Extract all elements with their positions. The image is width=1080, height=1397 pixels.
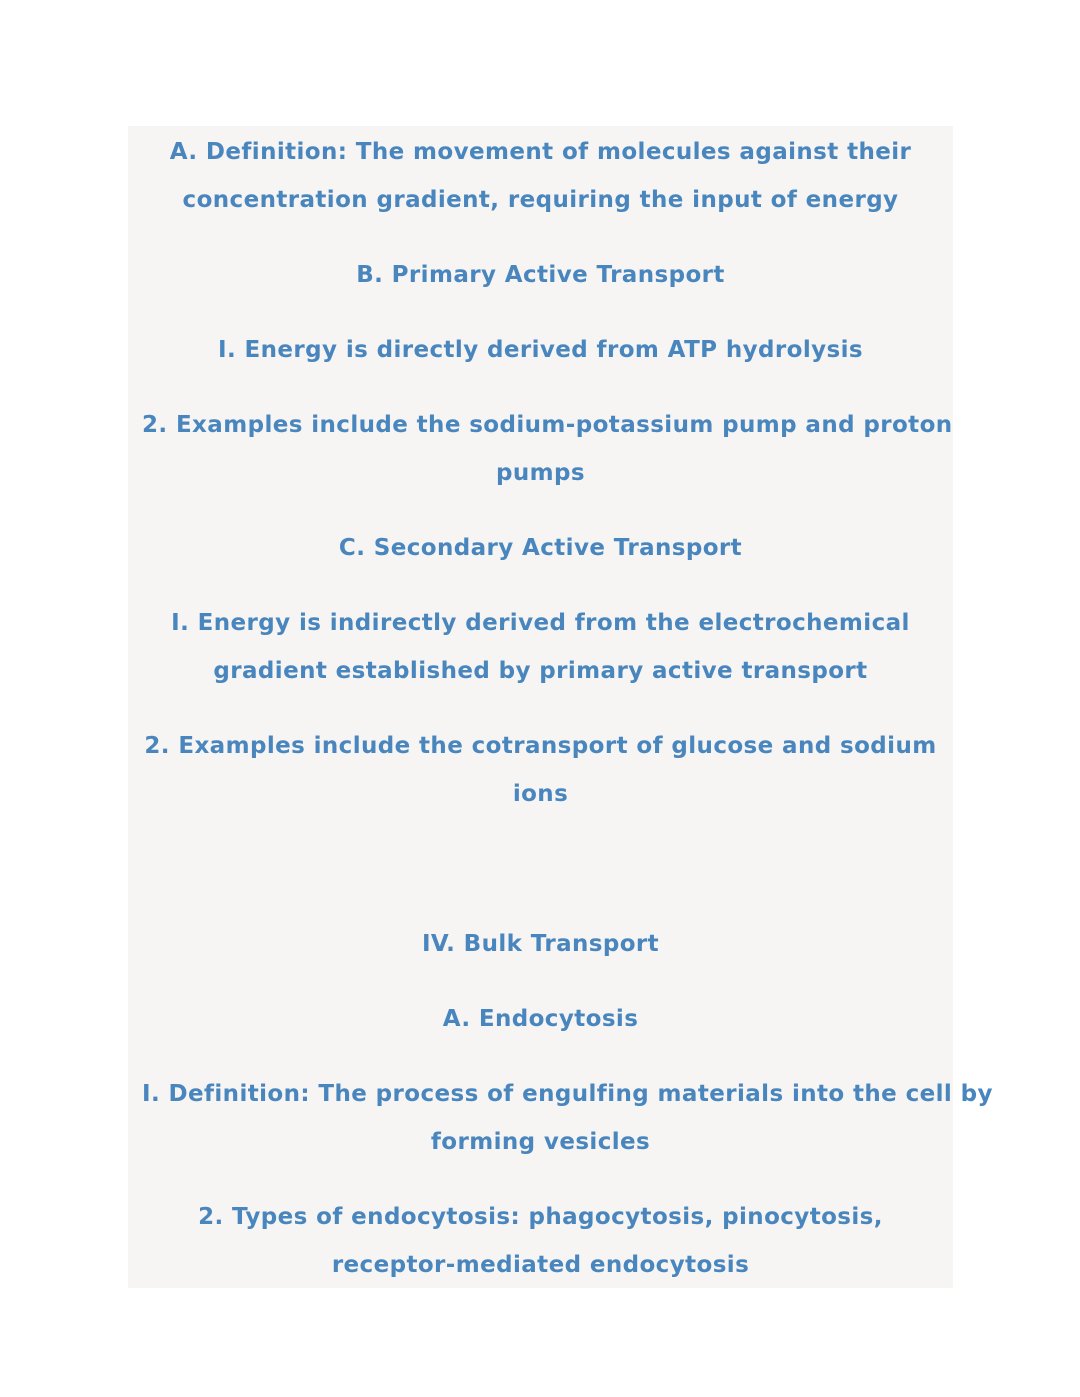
outline-item [142, 524, 939, 572]
outline-item [142, 1193, 939, 1289]
outline-line: B. Primary Active Transport [356, 262, 725, 288]
outline-line: 2. Types of endocytosis: phagocytosis, pinocytosis, [198, 1204, 883, 1230]
outline-line: 2. Examples include the sodium-potassium pump and proton [142, 412, 953, 438]
outline-item [142, 401, 953, 497]
outline-line: pumps [496, 460, 585, 486]
outline-line: concentration gradient, requiring the input of energy [182, 187, 899, 213]
outline-line: A. Definition: The movement of molecules against their [169, 139, 912, 165]
paragraph-spacer [142, 845, 939, 893]
outline-line: gradient established by primary active transport [213, 658, 868, 684]
outline-item [142, 326, 939, 374]
outline-line: I. Energy is indirectly derived from the electrochemical [171, 610, 910, 636]
outline-line: I. Definition: The process of engulfing materials into the cell by [142, 1081, 993, 1107]
outline-line: 2. Examples include the cotransport of glucose and sodium [144, 733, 937, 759]
outline-item [142, 1070, 993, 1166]
outline-line: IV. Bulk Transport [421, 931, 660, 957]
outline-line: I. Energy is directly derived from ATP hydrolysis [218, 337, 863, 363]
outline-item [142, 251, 939, 299]
outline-item [142, 722, 939, 818]
outline-item [142, 128, 939, 224]
outline-line: A. Endocytosis [442, 1006, 639, 1032]
outline-item [142, 995, 939, 1043]
notes-panel [128, 126, 993, 1288]
outline-line: receptor-mediated endocytosis [331, 1252, 750, 1278]
outline-item [142, 599, 939, 695]
outline-item [142, 920, 939, 968]
outline-line: forming vesicles [430, 1129, 651, 1155]
outline-line: ions [512, 781, 569, 807]
outline-line: C. Secondary Active Transport [338, 535, 743, 561]
